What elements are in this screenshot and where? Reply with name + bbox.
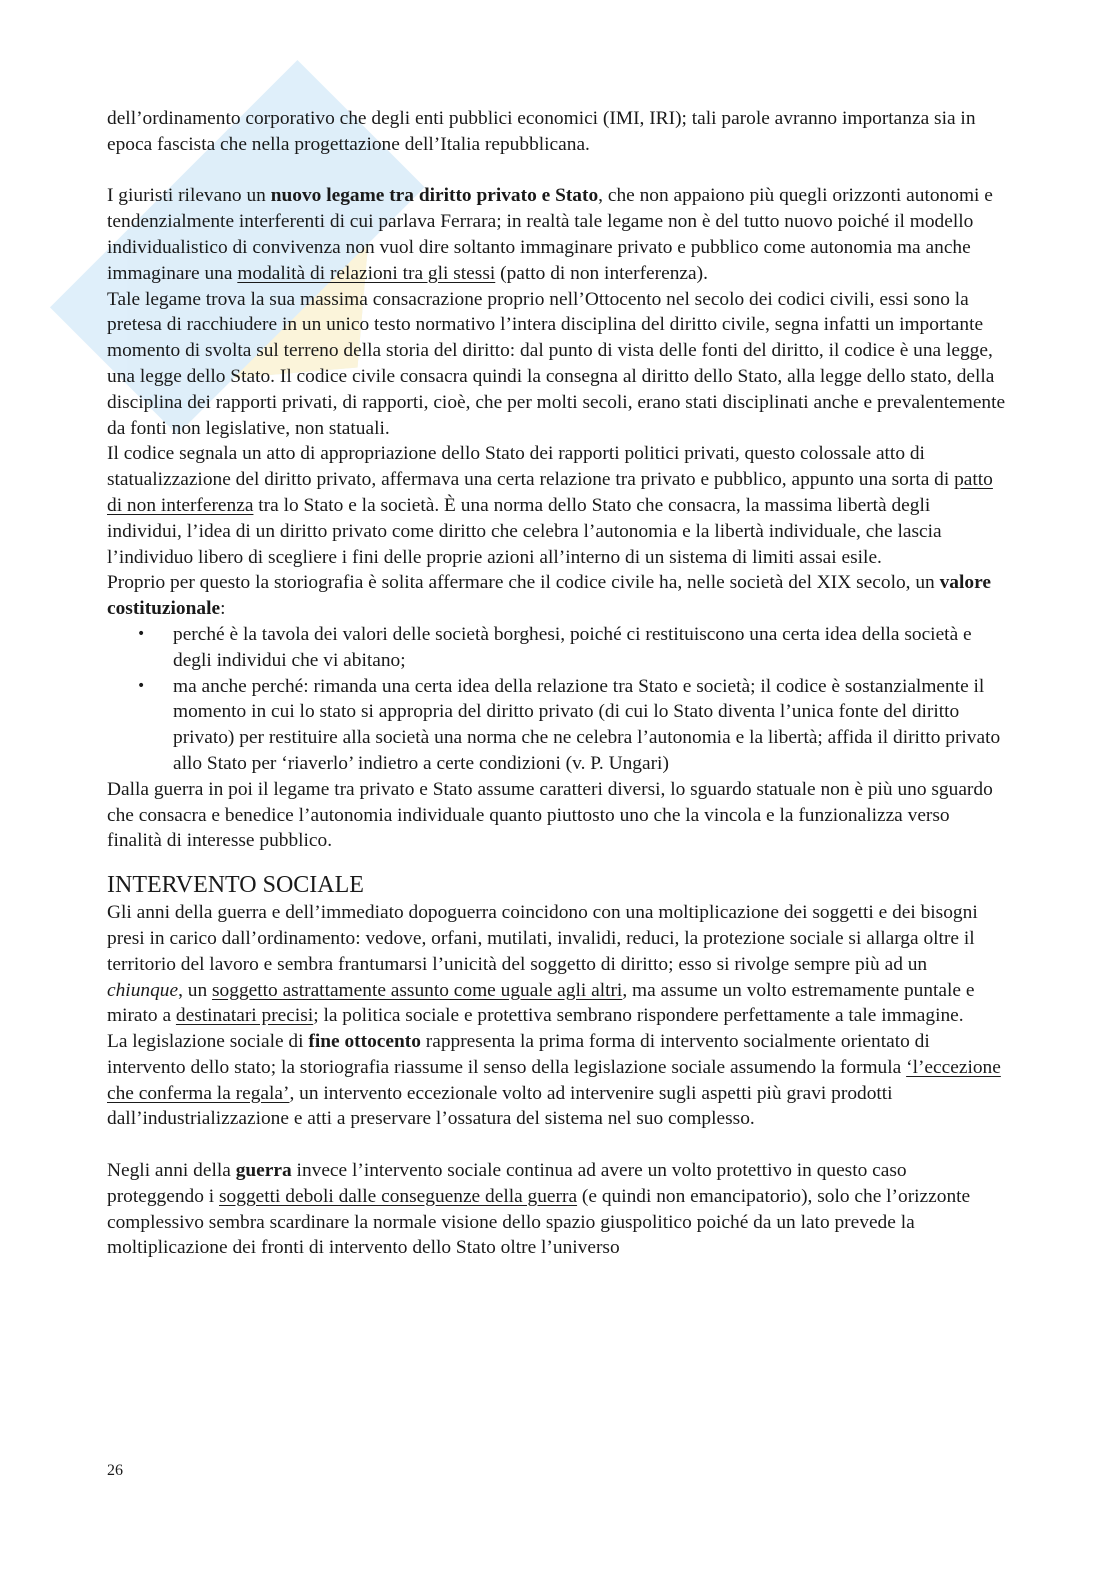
paragraph-3: Tale legame trova la sua massima consacrazione proprio nell’Ottocento nel secolo dei codici civili, essi sono la pretesa di racchiudere in un unico testo normativo l’intera disciplina del diritto civile, segna infatti un importante momento di svolta sul terreno della storia del diritto: dal punto di vista delle fonti del diritto, il codice è una legge, una legge dello Stato. Il codice civile consacra quindi la consegna al diritto dello Stato, alla legge dello stato, della disciplina dei rapporti privati, di rapporti, cioè, che per molti secoli, erano stati disciplinati anche e prevalentemente da fonti non legislative, non statuali. — [107, 288, 1006, 439]
bullet-list — [107, 622, 1007, 777]
list-item: • perché è la tavola dei valori delle società borghesi, poiché ci restituiscono una certa idea della società e degli individui che vi abitano; — [137, 623, 972, 671]
list-item: • ma anche perché: rimanda una certa idea della relazione tra Stato e società; il codice è sostanzialmente il momento in cui lo stato si appropria del diritto privato (di cui lo Stato diventa l’unica fonte del diritto privato) per restituire alla società una norma che ne celebra l’autonomia e la libertà; affida il diritto privato allo Stato per ‘riaverlo’ indietro a certe condizioni (v. P. Ungari) — [137, 675, 1001, 774]
bullet-icon: • — [137, 625, 146, 642]
paragraph-1: dell’ordinamento corporativo che degli enti pubblici economici (IMI, IRI); tali parole avranno importanza sia in epoca fascista che nella progettazione dell’Italia repubblicana. — [107, 108, 976, 155]
paragraph-5: Proprio per questo la storiografia è solita affermare che il codice civile ha, nelle società del XIX secolo, un valore costituzionale: — [107, 572, 991, 620]
page-number: 26 — [107, 1462, 123, 1479]
bullet-icon: • — [137, 677, 146, 694]
paragraph-9: Negli anni della guerra invece l’intervento sociale continua ad avere un volto protettivo in questo caso proteggendo i soggetti deboli dalle conseguenze della guerra (e quindi non emancipatorio), solo che l’orizzonte complessivo sembra scardinare la normale visione dello spazio giuspolitico poiché da un lato prevede la moltiplicazione dei fronti di intervento dello Stato oltre l’universo — [107, 1160, 971, 1259]
paragraph-4: Il codice segnala un atto di appropriazione dello Stato dei rapporti politici privati, questo colossale atto di statualizzazione del diritto privato, affermava una certa relazione tra privato e pubblico, appunto una sorta di patto di non interferenza tra lo Stato e la società. È una norma dello Stato che consacra, la massima libertà degli individui, l’idea di un diritto privato come diritto che celebra l’autonomia e la libertà individuale, che lascia l’individuo libero di scegliere i fini delle proprie azioni all’interno di un sistema di limiti assai esile. — [107, 443, 993, 568]
document-page — [107, 106, 1007, 1261]
paragraph-6: Dalla guerra in poi il legame tra privato e Stato assume caratteri diversi, lo sguardo statuale non è più uno sguardo che consacra e benedice l’autonomia individuale quanto piuttosto uno che la vincola e la funzionalizza verso finalità di interesse pubblico. — [107, 778, 993, 852]
section-heading: INTERVENTO SOCIALE — [107, 872, 364, 899]
paragraph-2: I giuristi rilevano un nuovo legame tra diritto privato e Stato, che non appaiono più quegli orizzonti autonomi e tendenzialmente interferenti di cui parlava Ferrara; in realtà tale legame non è del tutto nuovo poiché il modello individualistico di convivenza non vuol dire soltanto immaginare privato e pubblico come autonomia ma anche immaginare una modalità di relazioni tra gli stessi (patto di non interferenza). — [107, 185, 993, 284]
paragraph-8: La legislazione sociale di fine ottocento rappresenta la prima forma di intervento socialmente orientato di intervento dello stato; la storiografia riassume il senso della legislazione sociale assumendo la formula ‘l’eccezione che conferma la regala’, un intervento eccezionale volto ad intervenire sugli aspetti più gravi prodotti dall’industrializzazione e atti a preservare l’ossatura del sistema nel suo complesso. — [107, 1031, 1001, 1130]
paragraph-7: Gli anni della guerra e dell’immediato dopoguerra coincidono con una moltiplicazione dei soggetti e dei bisogni presi in carico dall’ordinamento: vedove, orfani, mutilati, invalidi, reduci, la protezione sociale si allarga oltre il territorio del lavoro e sembra frantumarsi l’unicità del soggetto di diritto; esso si rivolge sempre più ad un chiunque, un soggetto astrattamente assunto come uguale agli altri, ma assume un volto estremamente puntale e mirato a destinatari precisi; la politica sociale e protettiva sembrano rispondere perfettamente a tale immagine. — [107, 902, 978, 1027]
